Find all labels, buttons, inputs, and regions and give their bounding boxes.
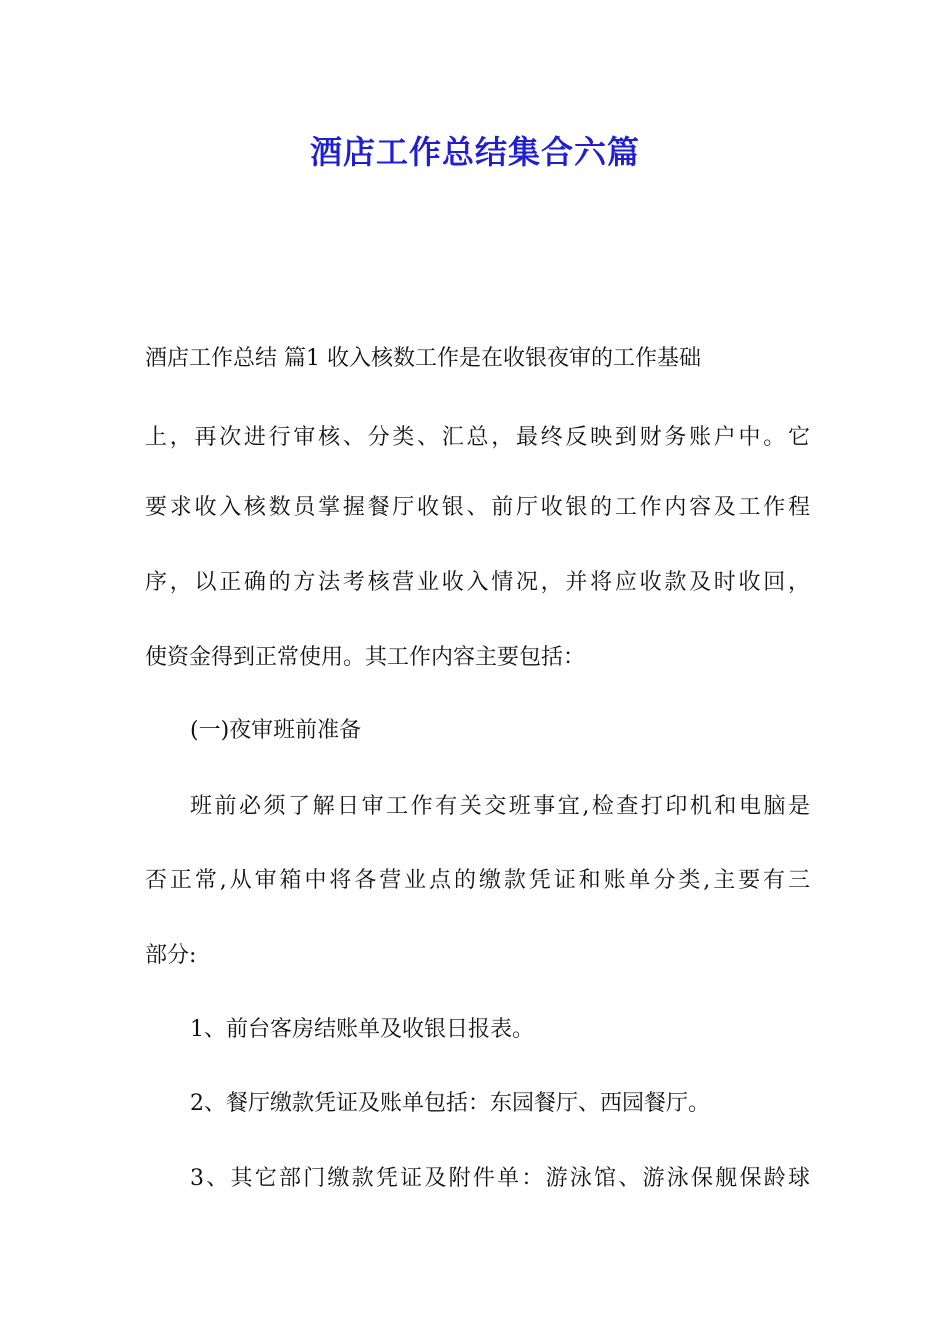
list-item-2: 2、餐厅缴款凭证及账单包括：东园餐厅、西园餐厅。	[190, 1091, 710, 1116]
list-item-1: 1、前台客房结账单及收银日报表。	[190, 1017, 534, 1042]
paragraph-line-3: 要求收入核数员掌握餐厅收银、前厅收银的工作内容及工作程	[145, 495, 810, 520]
paragraph-line-1: 酒店工作总结 篇1 收入核数工作是在收银夜审的工作基础	[145, 346, 701, 371]
paragraph-line-2: 上，再次进行审核、分类、汇总，最终反映到财务账户中。它	[145, 425, 810, 450]
list-item-3: 3、其它部门缴款凭证及附件单：游泳馆、游泳保舰保龄球	[190, 1166, 810, 1191]
paragraph-line-7: 班前必须了解日审工作有关交班事宜,检查打印机和电脑是	[190, 794, 810, 819]
paragraph-line-5: 使资金得到正常使用。其工作内容主要包括：	[145, 645, 586, 670]
paragraph-line-4: 序，以正确的方法考核营业收入情况，并将应收款及时收回，	[145, 570, 810, 595]
paragraph-line-8: 否正常,从审箱中将各营业点的缴款凭证和账单分类,主要有三	[145, 868, 810, 893]
paragraph-line-9: 部分:	[145, 943, 197, 968]
document-title: 酒店工作总结集合六篇	[309, 133, 640, 171]
section-heading: (一)夜审班前准备	[190, 718, 362, 743]
